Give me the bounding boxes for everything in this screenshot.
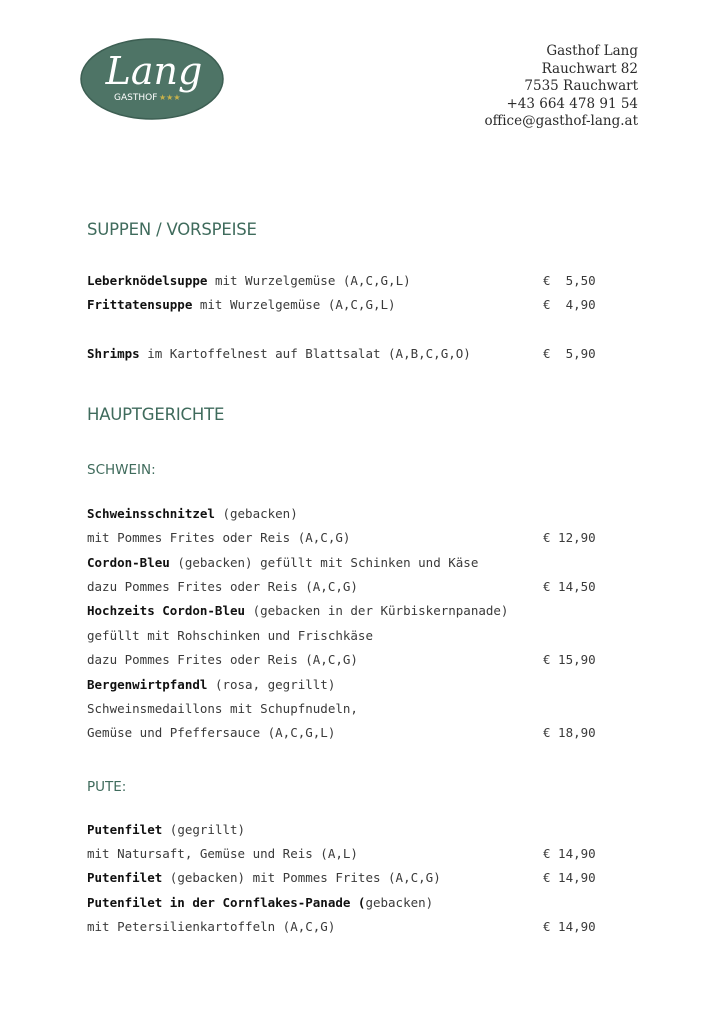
dish-name: Leberknödelsuppe — [87, 273, 208, 288]
dish-desc: dazu Pommes Frites oder Reis (A,C,G) — [87, 652, 358, 667]
dish-desc: (gegrillt) — [162, 822, 246, 837]
dish-desc: gefüllt mit Rohschinken und Frischkäse — [87, 628, 373, 643]
dish-desc: Schweinsmedaillons mit Schupfnudeln, — [87, 701, 358, 716]
dish-name: Cordon-Bleu — [87, 555, 170, 570]
dish-price: € 15,90 — [543, 652, 596, 667]
dish-desc: mit Natursaft, Gemüse und Reis (A,L) — [87, 846, 358, 861]
menu-line — [87, 345, 471, 363]
menu-line — [87, 724, 335, 742]
address-email[interactable]: office@gasthof-lang.at — [484, 113, 638, 130]
dish-price: € 14,90 — [543, 919, 596, 934]
dish-price: € 14,90 — [543, 846, 596, 861]
dish-desc: (gebacken) mit Pommes Frites (A,C,G) — [162, 870, 441, 885]
logo-word: GASTHOF — [114, 93, 158, 103]
logo — [80, 38, 224, 120]
dish-name: Putenfilet — [87, 870, 163, 885]
address-city: 7535 Rauchwart — [524, 78, 638, 95]
dish-desc: dazu Pommes Frites oder Reis (A,C,G) — [87, 579, 358, 594]
menu-line — [87, 821, 245, 839]
dish-desc: (gebacken in der Kürbiskernpanade) — [245, 603, 509, 618]
menu-line — [87, 529, 350, 547]
dish-desc: (gebacken) gefüllt mit Schinken und Käse — [169, 555, 479, 570]
menu-line — [87, 602, 508, 620]
menu-line — [87, 676, 335, 694]
logo-graphic — [80, 38, 224, 120]
subsection-title-pute: PUTE: — [87, 779, 127, 795]
subsection-title-schwein: SCHWEIN: — [87, 462, 156, 478]
menu-line — [87, 894, 433, 912]
menu-line — [87, 505, 298, 523]
menu-line — [87, 869, 441, 887]
section-title-haupt: HAUPTGERICHTE — [87, 405, 225, 424]
address-block — [485, 43, 639, 131]
dish-price: € 5,90 — [543, 346, 596, 361]
dish-desc: mit Wurzelgemüse (A,C,G,L) — [207, 273, 411, 288]
menu-line — [87, 578, 358, 596]
dish-price: € 5,50 — [543, 273, 596, 288]
address-name: Gasthof Lang — [546, 43, 638, 59]
menu-line — [87, 700, 358, 718]
logo-stars: ★★★ — [159, 93, 181, 102]
dish-name: Schweinsschnitzel — [87, 506, 215, 521]
dish-desc: gebacken) — [365, 895, 434, 910]
address-street: Rauchwart 82 — [541, 60, 638, 77]
dish-price: € 14,50 — [543, 579, 596, 594]
menu-line — [87, 554, 478, 572]
dish-name: Frittatensuppe — [87, 297, 193, 312]
dish-price: € 12,90 — [543, 530, 596, 545]
section-title-suppen: SUPPEN / VORSPEISE — [87, 220, 257, 239]
menu-line — [87, 272, 411, 290]
dish-price: € 4,90 — [543, 297, 596, 312]
dish-price: € 14,90 — [543, 870, 596, 885]
menu-line — [87, 918, 335, 936]
dish-desc: mit Wurzelgemüse (A,C,G,L) — [192, 297, 396, 312]
dish-desc: mit Petersilienkartoffeln (A,C,G) — [87, 919, 336, 934]
dish-desc: im Kartoffelnest auf Blattsalat (A,B,C,G,O) — [139, 346, 471, 361]
address-phone: +43 664 478 91 54 — [506, 95, 638, 112]
menu-line — [87, 627, 373, 645]
dish-desc: (gebacken) — [214, 506, 298, 521]
dish-desc: (rosa, gegrillt) — [207, 677, 336, 692]
menu-line — [87, 845, 358, 863]
dish-name: Shrimps — [87, 346, 140, 361]
dish-desc: Gemüse und Pfeffersauce (A,C,G,L) — [87, 725, 336, 740]
dish-name: Putenfilet — [87, 822, 163, 837]
logo-script-text: Lang — [105, 49, 203, 93]
menu-line — [87, 651, 358, 669]
dish-price: € 18,90 — [543, 725, 596, 740]
menu-line — [87, 296, 396, 314]
dish-desc: mit Pommes Frites oder Reis (A,C,G) — [87, 530, 351, 545]
dish-name: Putenfilet in der Cornflakes-Panade ( — [87, 895, 366, 910]
dish-name: Hochzeits Cordon-Bleu — [87, 603, 246, 618]
dish-name: Bergenwirtpfandl — [87, 677, 208, 692]
